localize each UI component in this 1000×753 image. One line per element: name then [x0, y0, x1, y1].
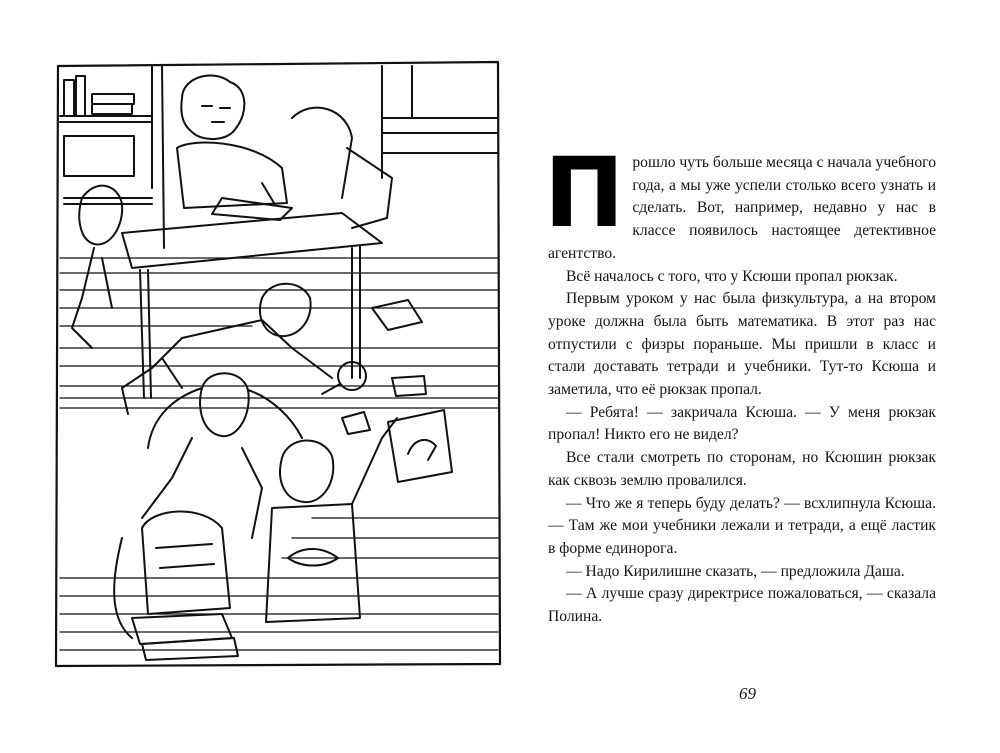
classroom-illustration — [52, 58, 502, 670]
paragraph-8: — А лучше сразу директрисе пожаловаться, — сказала Полина. — [548, 585, 936, 626]
teacher-figure — [177, 75, 287, 208]
page-number: 69 — [739, 684, 756, 703]
boy-bat-shirt-figure — [266, 418, 397, 622]
story-text — [544, 137, 936, 629]
paragraph-2: Всё началось с того, что у Ксюши пропал рюкзак. — [566, 267, 898, 285]
paragraph-3: Первым уроком у нас была физкультура, а на втором уроке должна была быть математика. В этот раз нас отпустили с физры пораньше. Мы пришли в класс и стали доставать тетради и учебники. Тут-то Ксюша и заметила, что её рюкзак пропал. — [548, 290, 936, 399]
paragraph-4: — Ребята! — закричала Ксюша. — У меня рюкзак пропал! Никто его не видел? — [548, 403, 936, 444]
paragraph-6: — Что же я теперь буду делать? — всхлипнула Ксюша. — Там же мои учебники лежали и тетради, а ещё ластик в форме единорога. — [548, 494, 936, 557]
boy-left-figure — [72, 186, 122, 348]
bookshelf-icon — [60, 66, 152, 204]
desk-icon — [122, 198, 382, 398]
drop-cap: П — [544, 137, 625, 249]
books-icon — [132, 614, 238, 660]
bat-logo-icon — [288, 549, 338, 566]
crawling-boy-figure — [122, 284, 366, 414]
paragraph-5: Все стали смотреть по сторонам, но Ксюшин рюкзак как сквозь землю провалился. — [548, 449, 936, 489]
paragraph-7: — Надо Кирилишне сказать, — предложила Даша. — [566, 562, 905, 580]
paragraph-1: Прошло чуть больше месяца с начала учебного года, а мы уже успели столько всего узнать и сделать. Вот, например, недавно у нас в классе появилось настоящее детективное агентство. — [544, 137, 936, 262]
unicorn-drawing-icon — [388, 410, 452, 482]
